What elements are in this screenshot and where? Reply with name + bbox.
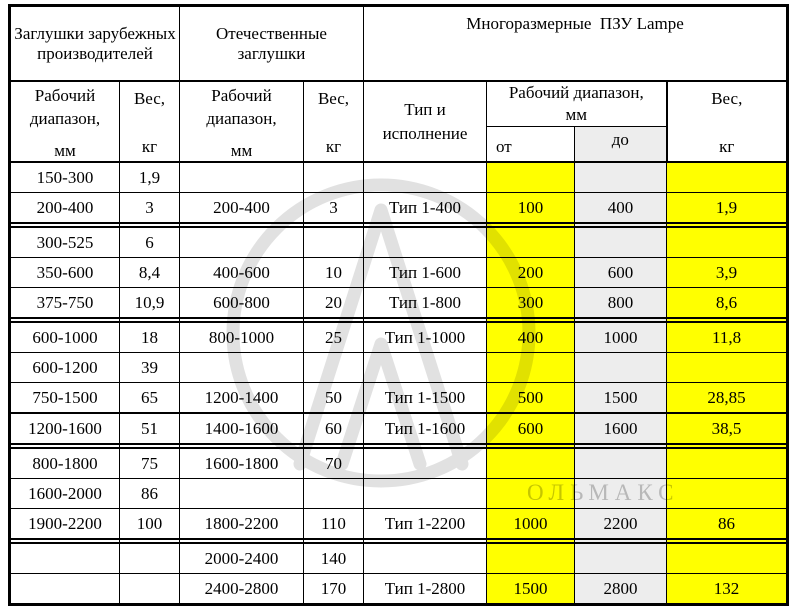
- group-header-row: [10, 6, 788, 82]
- weight-label: Вес,: [711, 88, 743, 108]
- cell-range-to: 600: [575, 258, 667, 288]
- cell-foreign-range: 1600-2000: [10, 479, 120, 509]
- cell-type: [364, 448, 487, 479]
- cell-foreign-weight: 75: [120, 448, 180, 479]
- cell-weight: 1,9: [667, 193, 788, 224]
- cell-foreign-weight: 3: [120, 193, 180, 224]
- cell-weight: 86: [667, 509, 788, 540]
- table-row: [10, 162, 788, 193]
- cell-type: Тип 1-1600: [364, 413, 487, 444]
- cell-weight: 3,9: [667, 258, 788, 288]
- range-label: Рабочий диапазон,: [206, 85, 277, 128]
- cell-domestic-weight: 20: [304, 288, 364, 319]
- cell-range-to: [575, 448, 667, 479]
- table-row: [10, 258, 788, 288]
- cell-range-to: [575, 479, 667, 509]
- col-header-domestic-range: [180, 81, 304, 162]
- cell-foreign-range: 300-525: [10, 227, 120, 258]
- cell-foreign-weight: 100: [120, 509, 180, 540]
- watermark-text: ОЛЬМАКС: [527, 480, 680, 505]
- table-row: [10, 353, 788, 383]
- cell-range-to: 1000: [575, 322, 667, 353]
- cell-weight: [667, 479, 788, 509]
- col-header-domestic-weight: [304, 81, 364, 162]
- cell-foreign-weight: 1,9: [120, 162, 180, 193]
- cell-domestic-weight: 50: [304, 383, 364, 414]
- cell-type: [364, 543, 487, 574]
- cell-foreign-weight: [120, 543, 180, 574]
- cell-domestic-weight: 25: [304, 322, 364, 353]
- cell-foreign-weight: 86: [120, 479, 180, 509]
- cell-range-to: 2800: [575, 574, 667, 605]
- col-header-foreign-weight: [120, 81, 180, 162]
- cell-type: [364, 227, 487, 258]
- range-unit: мм: [54, 140, 76, 160]
- cell-weight: [667, 162, 788, 193]
- cell-domestic-weight: [304, 227, 364, 258]
- cell-range-from: [487, 162, 575, 193]
- cell-range-to: [575, 543, 667, 574]
- cell-domestic-range: [180, 353, 304, 383]
- cell-foreign-weight: 10,9: [120, 288, 180, 319]
- col-header-range-mm: Рабочий диапазон, мм: [487, 81, 667, 127]
- table-row: [10, 543, 788, 574]
- cell-domestic-range: 600-800: [180, 288, 304, 319]
- weight-label: Вес,: [133, 88, 166, 108]
- cell-weight: [667, 227, 788, 258]
- cell-foreign-range: 800-1800: [10, 448, 120, 479]
- cell-range-from: 600: [487, 413, 575, 444]
- weight-unit: кг: [141, 136, 158, 156]
- col-header-to: до: [575, 127, 667, 163]
- weight-unit: кг: [325, 136, 342, 156]
- cell-domestic-weight: 110: [304, 509, 364, 540]
- group-header-domestic-plugs: Отечественные заглушки: [180, 6, 364, 82]
- cell-range-to: 400: [575, 193, 667, 224]
- cell-domestic-range: [180, 227, 304, 258]
- cell-foreign-range: 200-400: [10, 193, 120, 224]
- cell-range-to: [575, 353, 667, 383]
- cell-foreign-range: 600-1200: [10, 353, 120, 383]
- cell-domestic-range: 1400-1600: [180, 413, 304, 444]
- cell-foreign-weight: 8,4: [120, 258, 180, 288]
- plugs-spec-table: [8, 4, 789, 606]
- table-row: [10, 322, 788, 353]
- cell-foreign-weight: 51: [120, 413, 180, 444]
- cell-domestic-range: 2400-2800: [180, 574, 304, 605]
- cell-foreign-range: 150-300: [10, 162, 120, 193]
- cell-range-from: 500: [487, 383, 575, 414]
- group-header-foreign-plugs: Заглушки зарубежных производителей: [10, 6, 180, 82]
- cell-range-from: 1500: [487, 574, 575, 605]
- cell-domestic-range: [180, 162, 304, 193]
- cell-foreign-range: 375-750: [10, 288, 120, 319]
- weight-unit: кг: [719, 136, 735, 156]
- cell-foreign-range: [10, 574, 120, 605]
- group-header-multisize-lampe: Многоразмерные ПЗУ Lampe: [364, 6, 788, 82]
- cell-foreign-weight: 39: [120, 353, 180, 383]
- cell-foreign-range: [10, 543, 120, 574]
- cell-foreign-range: 1900-2200: [10, 509, 120, 540]
- cell-range-to: 1600: [575, 413, 667, 444]
- cell-foreign-weight: 6: [120, 227, 180, 258]
- cell-type: Тип 1-400: [364, 193, 487, 224]
- cell-domestic-range: 200-400: [180, 193, 304, 224]
- cell-type: Тип 1-600: [364, 258, 487, 288]
- cell-range-to: 1500: [575, 383, 667, 414]
- cell-type: [364, 479, 487, 509]
- cell-range-from: [487, 543, 575, 574]
- col-header-weight-kg: [667, 81, 788, 162]
- cell-domestic-range: 400-600: [180, 258, 304, 288]
- table-row: [10, 288, 788, 319]
- table-row: [10, 448, 788, 479]
- cell-domestic-range: 800-1000: [180, 322, 304, 353]
- range-unit: мм: [230, 140, 253, 160]
- weight-label: Вес,: [317, 88, 350, 108]
- cell-weight: [667, 448, 788, 479]
- cell-domestic-range: [180, 479, 304, 509]
- cell-domestic-weight: 60: [304, 413, 364, 444]
- cell-domestic-range: 1200-1400: [180, 383, 304, 414]
- table-row: [10, 413, 788, 444]
- cell-range-from: 300: [487, 288, 575, 319]
- cell-foreign-weight: 18: [120, 322, 180, 353]
- cell-domestic-weight: 170: [304, 574, 364, 605]
- table-row: [10, 193, 788, 224]
- cell-foreign-range: 350-600: [10, 258, 120, 288]
- sub-header-row: [10, 81, 788, 127]
- cell-weight: 11,8: [667, 322, 788, 353]
- table-row: [10, 479, 788, 509]
- cell-domestic-range: 1800-2200: [180, 509, 304, 540]
- cell-range-from: [487, 227, 575, 258]
- table-row: [10, 227, 788, 258]
- cell-range-from: 100: [487, 193, 575, 224]
- cell-domestic-weight: 140: [304, 543, 364, 574]
- cell-domestic-weight: 10: [304, 258, 364, 288]
- cell-foreign-range: 1200-1600: [10, 413, 120, 444]
- cell-range-to: [575, 227, 667, 258]
- cell-type: Тип 1-800: [364, 288, 487, 319]
- cell-range-to: 2200: [575, 509, 667, 540]
- cell-domestic-weight: [304, 479, 364, 509]
- cell-range-from: [487, 479, 575, 509]
- cell-domestic-weight: 3: [304, 193, 364, 224]
- cell-type: Тип 1-1500: [364, 383, 487, 414]
- cell-range-from: 400: [487, 322, 575, 353]
- cell-type: [364, 353, 487, 383]
- table-body: [10, 162, 788, 605]
- table-row: [10, 574, 788, 605]
- cell-foreign-range: 750-1500: [10, 383, 120, 414]
- cell-weight: [667, 353, 788, 383]
- cell-weight: [667, 543, 788, 574]
- cell-weight: 8,6: [667, 288, 788, 319]
- cell-type: Тип 1-2800: [364, 574, 487, 605]
- col-header-type: Тип и исполнение: [364, 81, 487, 162]
- cell-weight: 132: [667, 574, 788, 605]
- cell-foreign-weight: 65: [120, 383, 180, 414]
- cell-range-to: 800: [575, 288, 667, 319]
- cell-range-from: 1000: [487, 509, 575, 540]
- table-row: [10, 383, 788, 414]
- col-header-foreign-range: [10, 81, 120, 162]
- cell-domestic-weight: [304, 162, 364, 193]
- cell-range-to: [575, 162, 667, 193]
- range-label: Рабочий диапазон,: [29, 85, 101, 128]
- cell-domestic-range: 2000-2400: [180, 543, 304, 574]
- cell-domestic-range: 1600-1800: [180, 448, 304, 479]
- cell-weight: 38,5: [667, 413, 788, 444]
- cell-range-from: [487, 353, 575, 383]
- cell-range-from: 200: [487, 258, 575, 288]
- table-row: [10, 509, 788, 540]
- cell-weight: 28,85: [667, 383, 788, 414]
- cell-type: [364, 162, 487, 193]
- cell-type: Тип 1-2200: [364, 509, 487, 540]
- cell-foreign-range: 600-1000: [10, 322, 120, 353]
- col-header-from: от: [487, 127, 575, 163]
- cell-domestic-weight: [304, 353, 364, 383]
- cell-domestic-weight: 70: [304, 448, 364, 479]
- cell-type: Тип 1-1000: [364, 322, 487, 353]
- cell-range-from: [487, 448, 575, 479]
- cell-foreign-weight: [120, 574, 180, 605]
